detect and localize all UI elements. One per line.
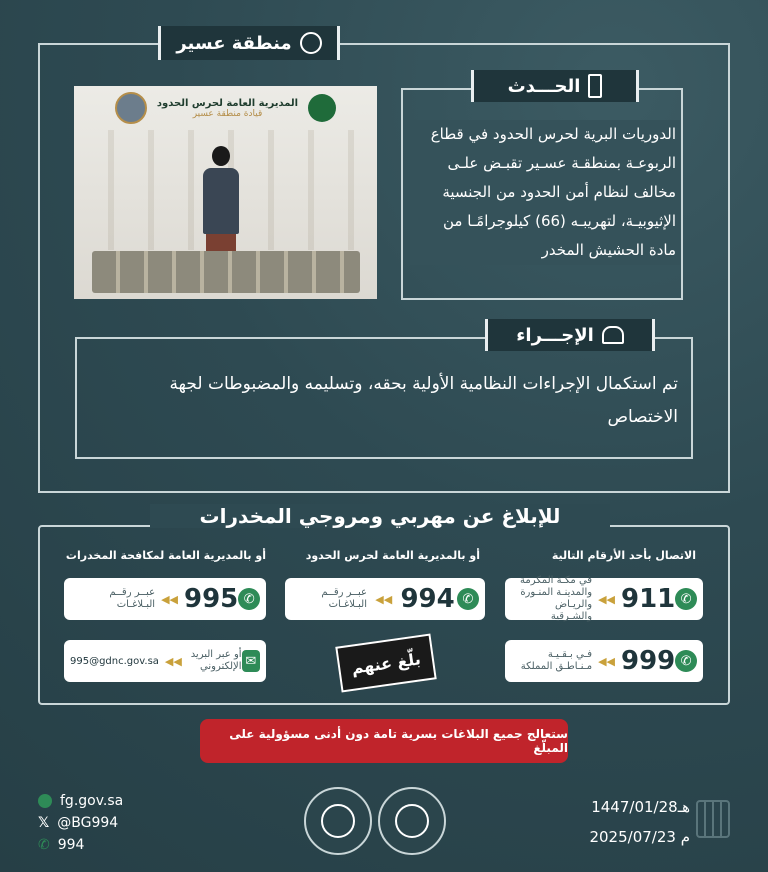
card-911[interactable] bbox=[505, 575, 703, 622]
footer-contacts bbox=[38, 790, 218, 856]
siren-icon bbox=[602, 326, 624, 344]
walkie-talkie-icon bbox=[588, 74, 602, 98]
event-line: الربوعـة بمنطقـة عسـير تقبـض علـى bbox=[447, 154, 676, 172]
arrow-icon: ◀◀ bbox=[161, 592, 178, 606]
card-994-text: عبــر رقــم البـلاغـات bbox=[321, 587, 367, 610]
phone-icon: ✆ bbox=[238, 588, 260, 610]
calendar-icon bbox=[696, 800, 730, 838]
border-guard-logo bbox=[304, 787, 372, 855]
saudi-emblem bbox=[308, 94, 336, 122]
action-title: الإجـــراء bbox=[516, 324, 594, 346]
globe-icon bbox=[38, 794, 52, 808]
event-line: مادة الحشيش المخدر bbox=[541, 241, 676, 259]
card-995-text: عبــر رقــم البـلاغـات bbox=[109, 587, 156, 610]
card-994[interactable] bbox=[285, 578, 485, 620]
region-title-tab bbox=[158, 26, 340, 60]
footer-website[interactable]: fg.gov.sa bbox=[60, 793, 124, 809]
action-line: تم استكمال الإجراءات النظامية الأولية بحقه، وتسليمه والمضبوطات لجهة bbox=[169, 374, 678, 394]
col1-header: الاتصال بأحد الأرقام التالية bbox=[551, 549, 696, 562]
photo-org-name: المديرية العامة لحرس الحدود bbox=[156, 97, 299, 109]
event-line: مخالف لنظام أمن الحدود من الجنسية bbox=[442, 183, 676, 201]
action-title-tab bbox=[485, 319, 655, 351]
arrow-icon: ◀◀ bbox=[598, 654, 615, 668]
date-hijri: 1447/01/28هـ bbox=[591, 798, 690, 816]
action-text bbox=[86, 368, 678, 434]
card-email[interactable] bbox=[64, 640, 266, 682]
card-995-number: 995 bbox=[184, 584, 239, 614]
card-911-number: 911 bbox=[620, 584, 676, 614]
card-email-address[interactable]: 995@gdnc.gov.sa bbox=[70, 655, 159, 667]
event-title-tab bbox=[471, 70, 639, 102]
email-icon: ✉ bbox=[242, 650, 260, 672]
region-title-icon bbox=[300, 32, 322, 54]
arrow-icon: ◀◀ bbox=[598, 592, 615, 606]
report-title: للإبلاغ عن مهربي ومروجي المخدرات bbox=[150, 504, 610, 528]
card-999-text: فـي بـقـيـة مـنـاطـق المملكة bbox=[520, 649, 593, 672]
event-line: الإثيوبيـة، لتهريبـه (66) كيلوجرامًـا من bbox=[442, 212, 676, 230]
footer-dates bbox=[560, 792, 690, 852]
date-gregorian: 2025/07/23 م bbox=[589, 828, 690, 846]
person-figure bbox=[201, 146, 241, 258]
photo-org-sub: قيادة منطقة عسير bbox=[192, 108, 263, 119]
event-title: الحـــدث bbox=[507, 75, 581, 97]
notice-text: ستعالج جميع البلاغات بسرية تامة دون أدنى مسؤولية على المبلّغ bbox=[229, 727, 568, 755]
card-995[interactable] bbox=[64, 578, 266, 620]
card-999-number: 999 bbox=[620, 646, 676, 676]
phone-icon: ✆ bbox=[38, 837, 50, 853]
footer-x-handle[interactable]: @BG994 bbox=[57, 815, 119, 831]
card-911-text: في مكـة المكرمة والمدينـة المنـورة والريـاض والشـرقية bbox=[520, 575, 593, 622]
stamp-text: بلّغ عنهم bbox=[350, 648, 422, 678]
card-994-number: 994 bbox=[400, 584, 455, 614]
phone-icon: ✆ bbox=[675, 650, 697, 672]
phone-icon: ✆ bbox=[675, 588, 697, 610]
phone-icon: ✆ bbox=[457, 588, 479, 610]
border-guard-emblem bbox=[115, 92, 147, 124]
region-title: منطقة عسير bbox=[176, 32, 292, 54]
photo-header bbox=[74, 92, 377, 124]
event-line: الدوريات البرية لحرس الحدود في قطاع bbox=[430, 125, 676, 143]
event-text bbox=[410, 120, 680, 265]
seizure-photo bbox=[74, 86, 377, 299]
confidentiality-notice bbox=[200, 719, 568, 763]
footer-phone[interactable]: 994 bbox=[57, 837, 85, 853]
col2-header: أو بالمديرية العامة لحرس الحدود bbox=[305, 549, 480, 562]
card-999[interactable] bbox=[505, 640, 703, 682]
x-icon: 𝕏 bbox=[38, 815, 50, 831]
saudi-emblem-logo bbox=[378, 787, 446, 855]
seized-packages bbox=[92, 251, 360, 293]
arrow-icon: ◀◀ bbox=[375, 592, 393, 606]
action-line: الاختصاص bbox=[607, 407, 678, 427]
card-email-text: أو عبر البريد الإلكتروني bbox=[190, 649, 242, 672]
col3-header: أو بالمديرية العامة لمكافحة المخدرات bbox=[65, 549, 266, 562]
arrow-icon: ◀◀ bbox=[164, 654, 182, 668]
